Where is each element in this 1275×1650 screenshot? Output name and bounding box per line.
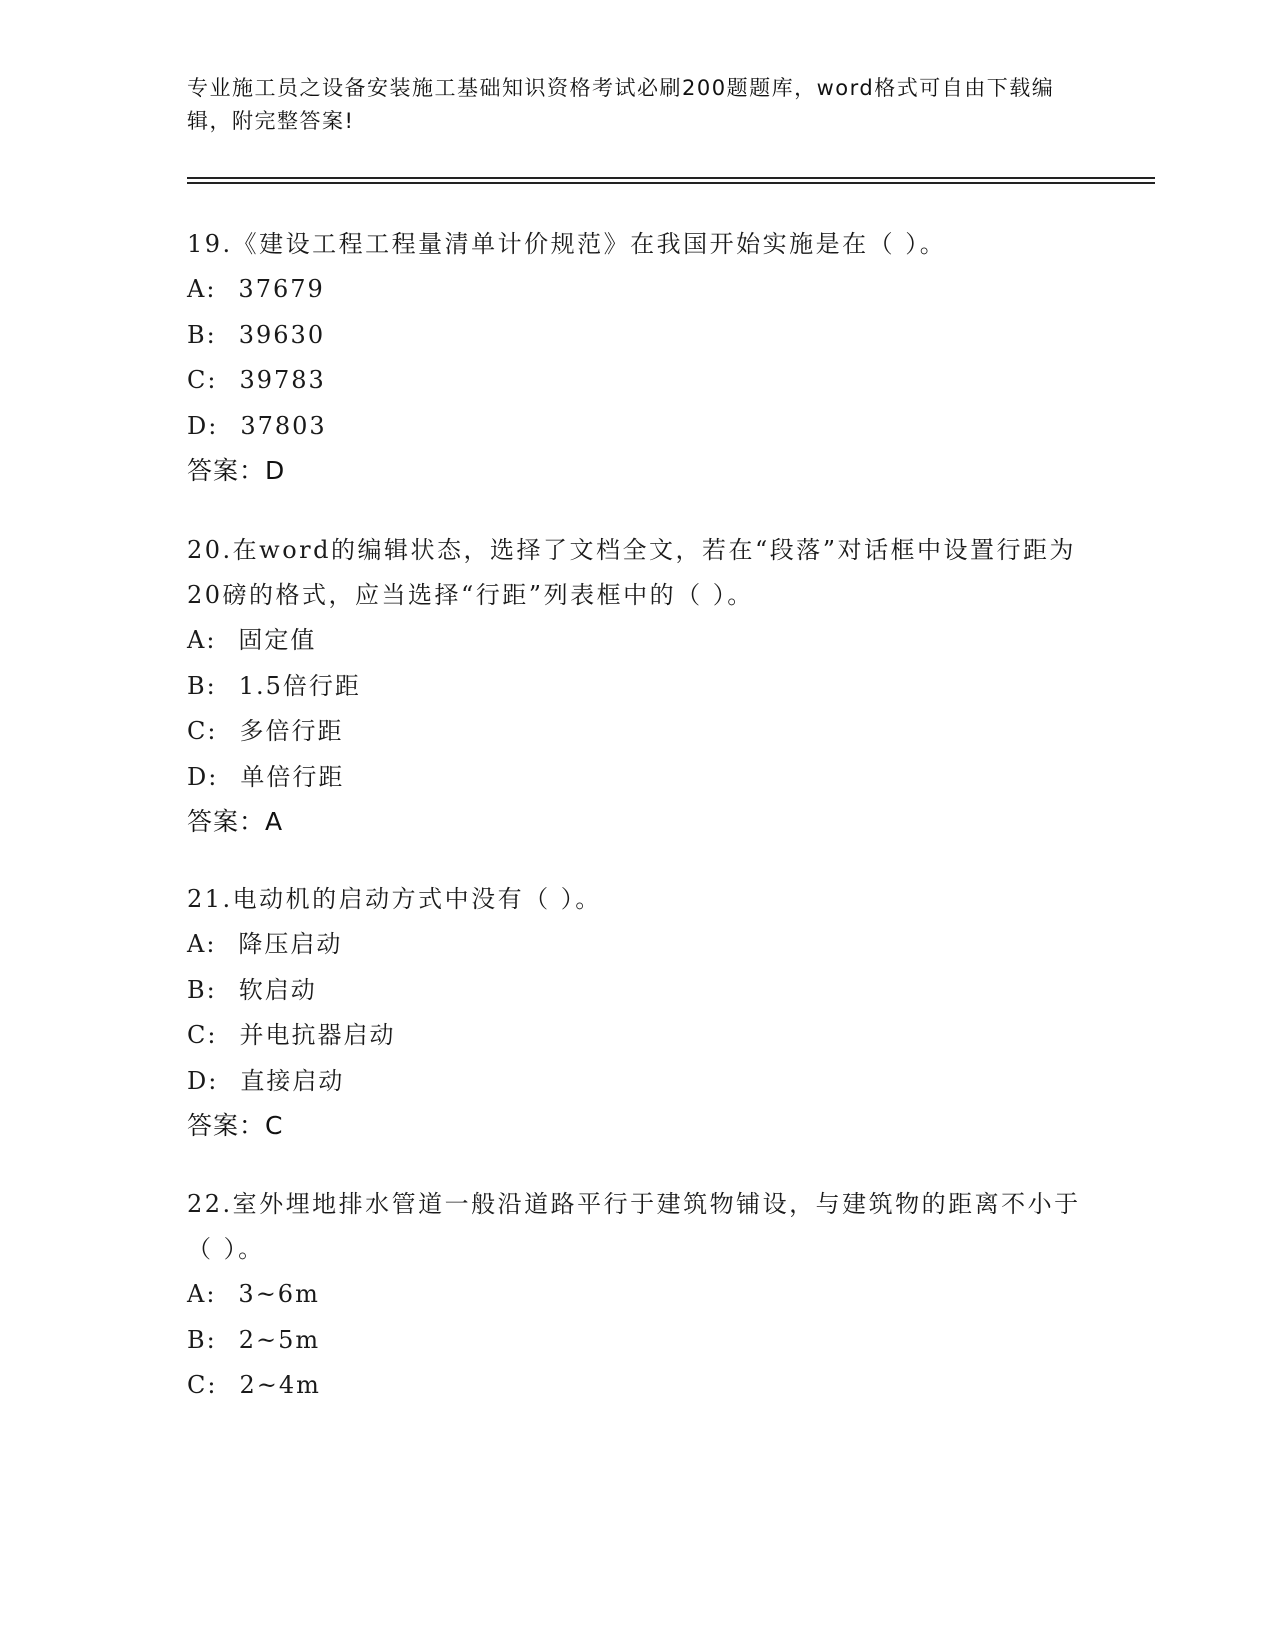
option-c	[187, 1363, 1087, 1409]
option-key: A:	[187, 275, 217, 303]
answer-line: 答案：D	[187, 456, 286, 485]
option-key: B:	[187, 320, 217, 349]
question-stem: 22.室外埋地排水管道一般沿道路平行于建筑物铺设，与建筑物的距离不小于（ ）。	[187, 1190, 1081, 1263]
option-b	[187, 968, 1087, 1014]
option-a	[187, 922, 1087, 968]
option-key: A:	[187, 1280, 217, 1308]
option-text: 固定值	[238, 626, 317, 654]
option-key: B:	[187, 1325, 217, 1354]
question-20	[187, 528, 1087, 843]
question-stem: 19.《建设工程工程量清单计价规范》在我国开始实施是在（ ）。	[187, 230, 947, 258]
answer-line: 答案：A	[187, 807, 284, 836]
option-b	[187, 313, 1087, 359]
option-d	[187, 1059, 1087, 1105]
option-key: B:	[187, 671, 217, 700]
option-text: 39630	[238, 320, 326, 349]
option-text: 软启动	[238, 975, 317, 1004]
option-text: 1.5倍行距	[238, 671, 361, 700]
option-key: B:	[187, 975, 217, 1004]
option-b	[187, 1318, 1087, 1364]
option-d	[187, 755, 1087, 801]
question-stem: 21.电动机的启动方式中没有（ ）。	[187, 885, 602, 913]
option-b	[187, 664, 1087, 710]
option-key: D:	[187, 1066, 219, 1095]
option-key: C:	[187, 717, 218, 745]
header-divider-bottom	[187, 182, 1155, 184]
option-text: 37803	[240, 411, 327, 440]
option-text: 单倍行距	[240, 762, 345, 791]
question-stem: 20.在word的编辑状态，选择了文档全文，若在“段落”对话框中设置行距为20磅的格式，应当选择“行距”列表框中的（ ）。	[187, 536, 1077, 609]
option-text: 2~4m	[239, 1371, 321, 1399]
option-text: 37679	[238, 275, 325, 303]
option-c	[187, 1013, 1087, 1059]
header-divider-top	[187, 177, 1155, 179]
option-text: 并电抗器启动	[239, 1021, 396, 1049]
option-key: D:	[187, 762, 219, 791]
option-a	[187, 1272, 1087, 1318]
option-text: 2~5m	[238, 1325, 321, 1354]
option-a	[187, 618, 1087, 664]
option-a	[187, 267, 1087, 313]
answer-line: 答案：C	[187, 1111, 284, 1140]
option-c	[187, 709, 1087, 755]
option-key: A:	[187, 626, 217, 654]
option-text: 3~6m	[238, 1280, 320, 1308]
option-c	[187, 358, 1087, 404]
question-19	[187, 222, 1087, 492]
question-22	[187, 1182, 1087, 1409]
question-21	[187, 877, 1087, 1147]
option-d	[187, 404, 1087, 450]
option-key: A:	[187, 930, 217, 958]
option-text: 39783	[239, 366, 326, 394]
document-header: 专业施工员之设备安装施工基础知识资格考试必刷200题题库，word格式可自由下载编辑，附完整答案!	[187, 76, 1055, 133]
option-text: 多倍行距	[239, 717, 344, 745]
option-text: 降压启动	[238, 930, 343, 958]
option-key: C:	[187, 366, 218, 394]
option-key: D:	[187, 411, 219, 440]
option-text: 直接启动	[240, 1066, 345, 1095]
option-key: C:	[187, 1371, 218, 1399]
option-key: C:	[187, 1021, 218, 1049]
